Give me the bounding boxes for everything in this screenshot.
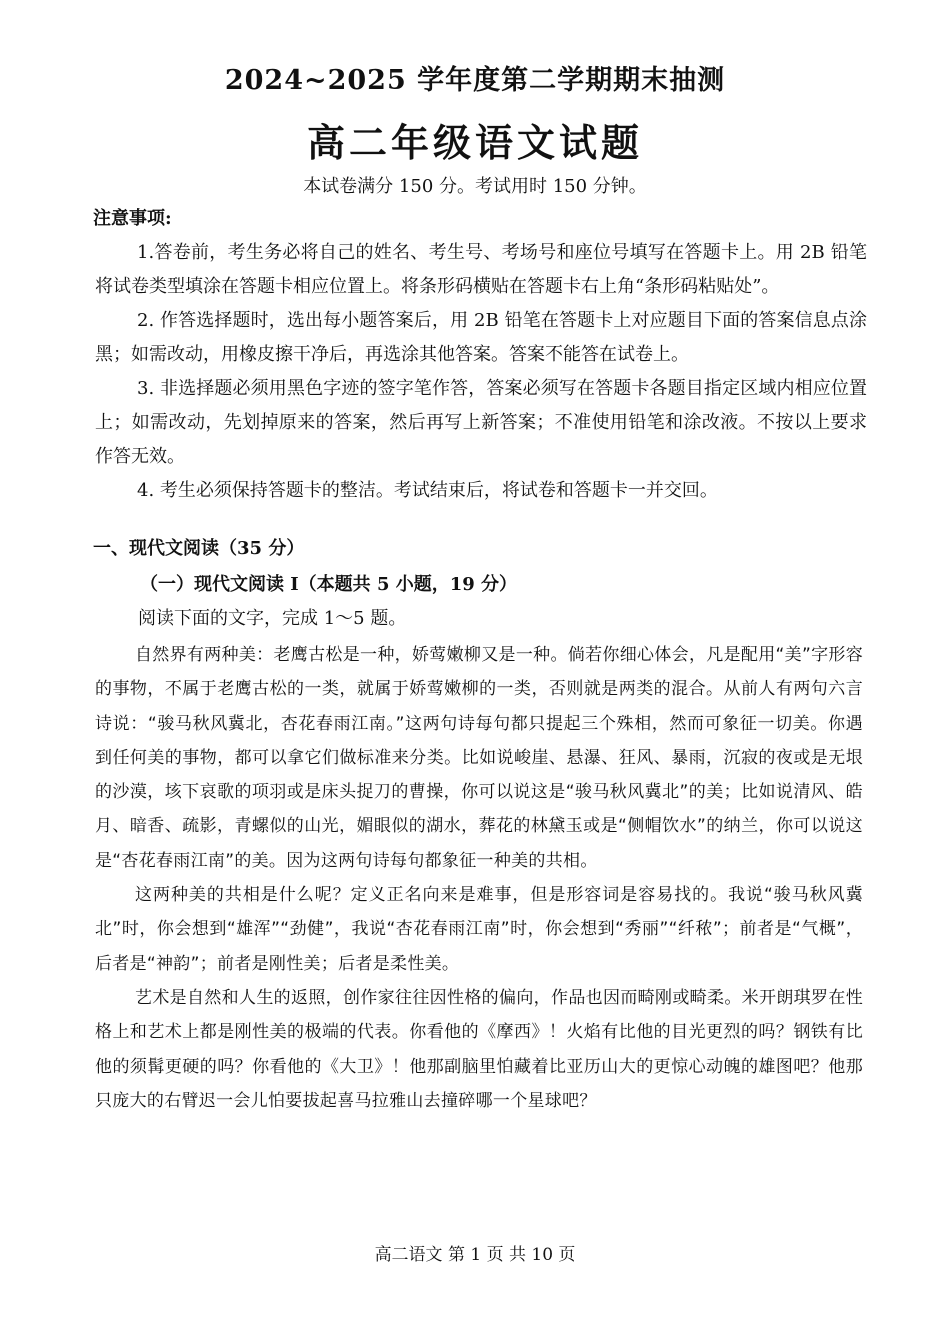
- reading-passage: [95, 638, 863, 1118]
- notice-item-2: 2. 作答选择题时，选出每小题答案后，用 2B 铅笔在答题卡上对应题目下面的答案信息点涂黑；如需改动，用橡皮擦干净后，再选涂其他答案。答案不能答在试卷上。: [95, 310, 867, 365]
- page-footer: 高二语文 第 1 页 共 10 页: [374, 1245, 576, 1265]
- reading-instruction: 阅读下面的文字，完成 1～5 题。: [138, 608, 407, 629]
- exam-term-title: 2024~2025 学年度第二学期期末抽测: [224, 65, 726, 96]
- passage-paragraph-2: 这两种美的共相是什么呢？定义正名向来是难事，但是形容词是容易找的。我说“骏马秋风冀北”时，你会想到“雄浑”“劲健”，我说“杏花春雨江南”时，你会想到“秀丽”“纤秾”；前者是“气概”，后者是“神韵”；前者是刚性美；后者是柔性美。: [95, 885, 863, 974]
- passage-paragraph-1: 自然界有两种美：老鹰古松是一种，娇莺嫩柳又是一种。倘若你细心体会，凡是配用“美”字形容的事物，不属于老鹰古松的一类，就属于娇莺嫩柳的一类，否则就是两类的混合。从前人有两句六言诗说：“骏马秋风冀北，杏花春雨江南。”这两句诗每句都只提起三个殊相，然而可象征一切美。你遇到任何美的事物，都可以拿它们做标准来分类。比如说峻崖、悬瀑、狂风、暴雨，沉寂的夜或是无垠的沙漠，垓下哀歌的项羽或是床头捉刀的曹操，你可以说这是“骏马秋风冀北”的美；比如说清风、皓月、暗香、疏影，青螺似的山光，媚眼似的湖水，葬花的林黛玉或是“侧帽饮水”的纳兰，你可以说这是“杏花春雨江南”的美。因为这两句诗每句都象征一种美的共相。: [95, 645, 863, 871]
- exam-subject-title: 高二年级语文试题: [306, 120, 643, 165]
- section-title: 一、现代文阅读（35 分）: [93, 538, 305, 559]
- notice-list: [95, 236, 867, 508]
- notice-item-3: 3. 非选择题必须用黑色字迹的签字笔作答，答案必须写在答题卡各题目指定区域内相应位置上；如需改动，先划掉原来的答案，然后再写上新答案；不准使用铅笔和涂改液。不按以上要求作答无效。: [95, 378, 867, 467]
- passage-paragraph-3: 艺术是自然和人生的返照，创作家往往因性格的偏向，作品也因而畸刚或畸柔。米开朗琪罗在性格上和艺术上都是刚性美的极端的代表。你看他的《摩西》！火焰有比他的目光更烈的吗？钢铁有比他的须髯更硬的吗？你看他的《大卫》！他那副脑里怕藏着比亚历山大的更惊心动魄的雄图吧？他那只庞大的右臂迟一会儿怕要拔起喜马拉雅山去撞碎哪一个星球吧？: [95, 987, 863, 1111]
- notice-item-1: 1.答卷前，考生务必将自己的姓名、考生号、考场号和座位号填写在答题卡上。用 2B 铅笔将试卷类型填涂在答题卡相应位置上。将条形码横贴在答题卡右上角“条形码粘贴处”。: [95, 242, 867, 297]
- exam-score-time: 本试卷满分 150 分。考试用时 150 分钟。: [303, 176, 647, 197]
- notice-heading: 注意事项:: [93, 208, 172, 229]
- section-subtitle: （一）现代文阅读 I（本题共 5 小题，19 分）: [140, 574, 518, 595]
- notice-item-4: 4. 考生必须保持答题卡的整洁。考试结束后，将试卷和答题卡一并交回。: [137, 480, 718, 501]
